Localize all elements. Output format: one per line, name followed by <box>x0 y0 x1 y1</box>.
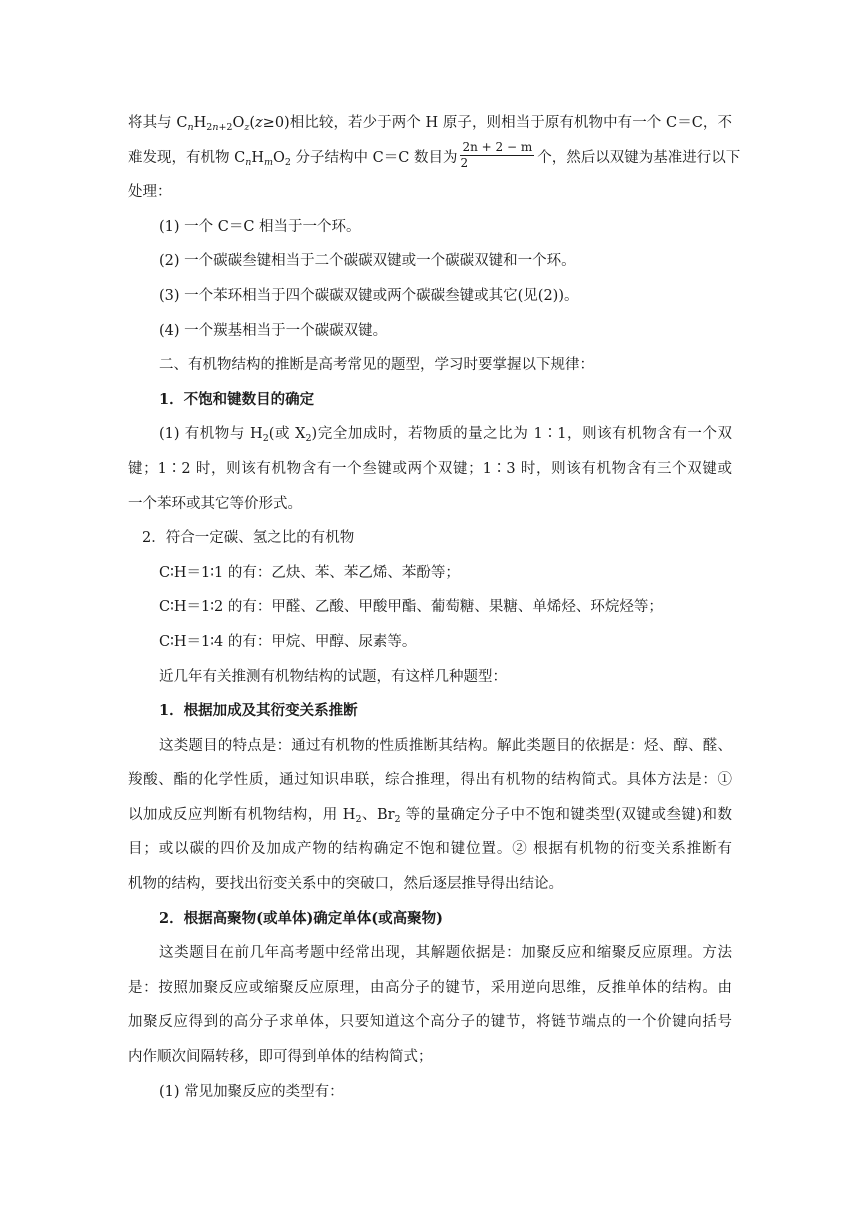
paragraph-line: 这类题目的特点是：通过有机物的性质推断其结构。解此类题目的依据是：烃、醇、醛、 <box>159 737 732 754</box>
subsection-heading: 2．符合一定碳、氢之比的有机物 <box>142 530 355 547</box>
list-item: C∶H＝1∶1 的有：乙炔、苯、苯乙烯、苯酚等； <box>159 564 460 581</box>
list-item: (1) 常见加聚反应的类型有： <box>159 1083 344 1100</box>
paragraph-line: 内作顺次间隔转移，即可得到单体的结构简式； <box>128 1049 433 1066</box>
paragraph-line: 处理： <box>128 184 172 201</box>
section-heading: 二、有机物结构的推断是高考常见的题型，学习时要掌握以下规律： <box>159 357 594 374</box>
paragraph-line: 难发现，有机物 $C_nH_mO_2$ 分子结构中 C＝C 数目为 $\frac{2n + 2 - m}{2}$ 个，然后以双键为基准进行以下 <box>128 140 741 171</box>
paragraph-line: 一个苯环或其它等价形式。 <box>128 495 302 512</box>
paragraph-line: 羧酸、酯的化学性质，通过知识串联，综合推理，得出有机物的结构简式。具体方法是：① <box>128 772 732 789</box>
paragraph-line: 键；1∶2 时，则该有机物含有一个叁键或两个双键；1∶3 时，则该有机物含有三个双键或 <box>128 460 732 477</box>
paragraph-line: 这类题目在前几年高考题中经常出现，其解题依据是：加聚反应和缩聚反应原理。方法 <box>159 945 732 962</box>
list-item: (3) 一个苯环相当于四个碳碳双键或两个碳碳叁键或其它(见(2))。 <box>159 287 579 304</box>
list-item: C∶H＝1∶2 的有：甲醛、乙酸、甲酸甲酯、葡萄糖、果糖、单烯烃、环烷烃等； <box>159 599 663 616</box>
paragraph-line: 近几年有关推测有机物结构的试题，有这样几种题型： <box>159 668 507 685</box>
list-item: (2) 一个碳碳叁键相当于二个碳碳双键或一个碳碳双键和一个环。 <box>159 253 576 270</box>
paragraph-line: 是：按照加聚反应或缩聚反应原理，由高分子的键节，采用逆向思维，反推单体的结构。由 <box>128 979 732 996</box>
paragraph-line: 以加成反应判断有机物结构，用 $H_2$、$Br_2$ 等的量确定分子中不饱和键类型(双键或叁键)和数 <box>128 806 732 825</box>
paragraph-line: 加聚反应得到的高分子求单体，只要知道这个高分子的键节，将链节端点的一个价键向括号 <box>128 1014 732 1031</box>
subsection-heading: 1．不饱和键数目的确定 <box>159 390 315 408</box>
paragraph-line: 机物的结构，要找出衍变关系中的突破口，然后逐层推导得出结论。 <box>128 876 563 893</box>
list-item: C∶H＝1∶4 的有：甲烷、甲醇、尿素等。 <box>159 633 417 650</box>
paragraph-line: (1) 有机物与 $H_2$(或 $X_2$)完全加成时，若物质的量之比为 1∶1，则该有机物含有一个双 <box>159 426 732 445</box>
subsection-heading: 2．根据高聚物(或单体)确定单体(或高聚物) <box>159 909 444 927</box>
subsection-heading: 1．根据加成及其衍变关系推断 <box>159 702 358 720</box>
list-item: (4) 一个羰基相当于一个碳碳双键。 <box>159 322 388 339</box>
paragraph-line: 目；或以碳的四价及加成产物的结构确定不饱和键位置。② 根据有机物的衍变关系推断有 <box>128 841 732 858</box>
list-item: (1) 一个 C＝C 相当于一个环。 <box>159 218 361 235</box>
paragraph-line: 将其与 $C_nH_{2n+2}O_z(z\ge 0)$相比较，若少于两个 H 原子，则相当于原有机物中有一个 C＝C，不 <box>128 115 732 133</box>
fraction-formula: $\frac{2n + 2 - m}{2}$ <box>460 140 533 171</box>
